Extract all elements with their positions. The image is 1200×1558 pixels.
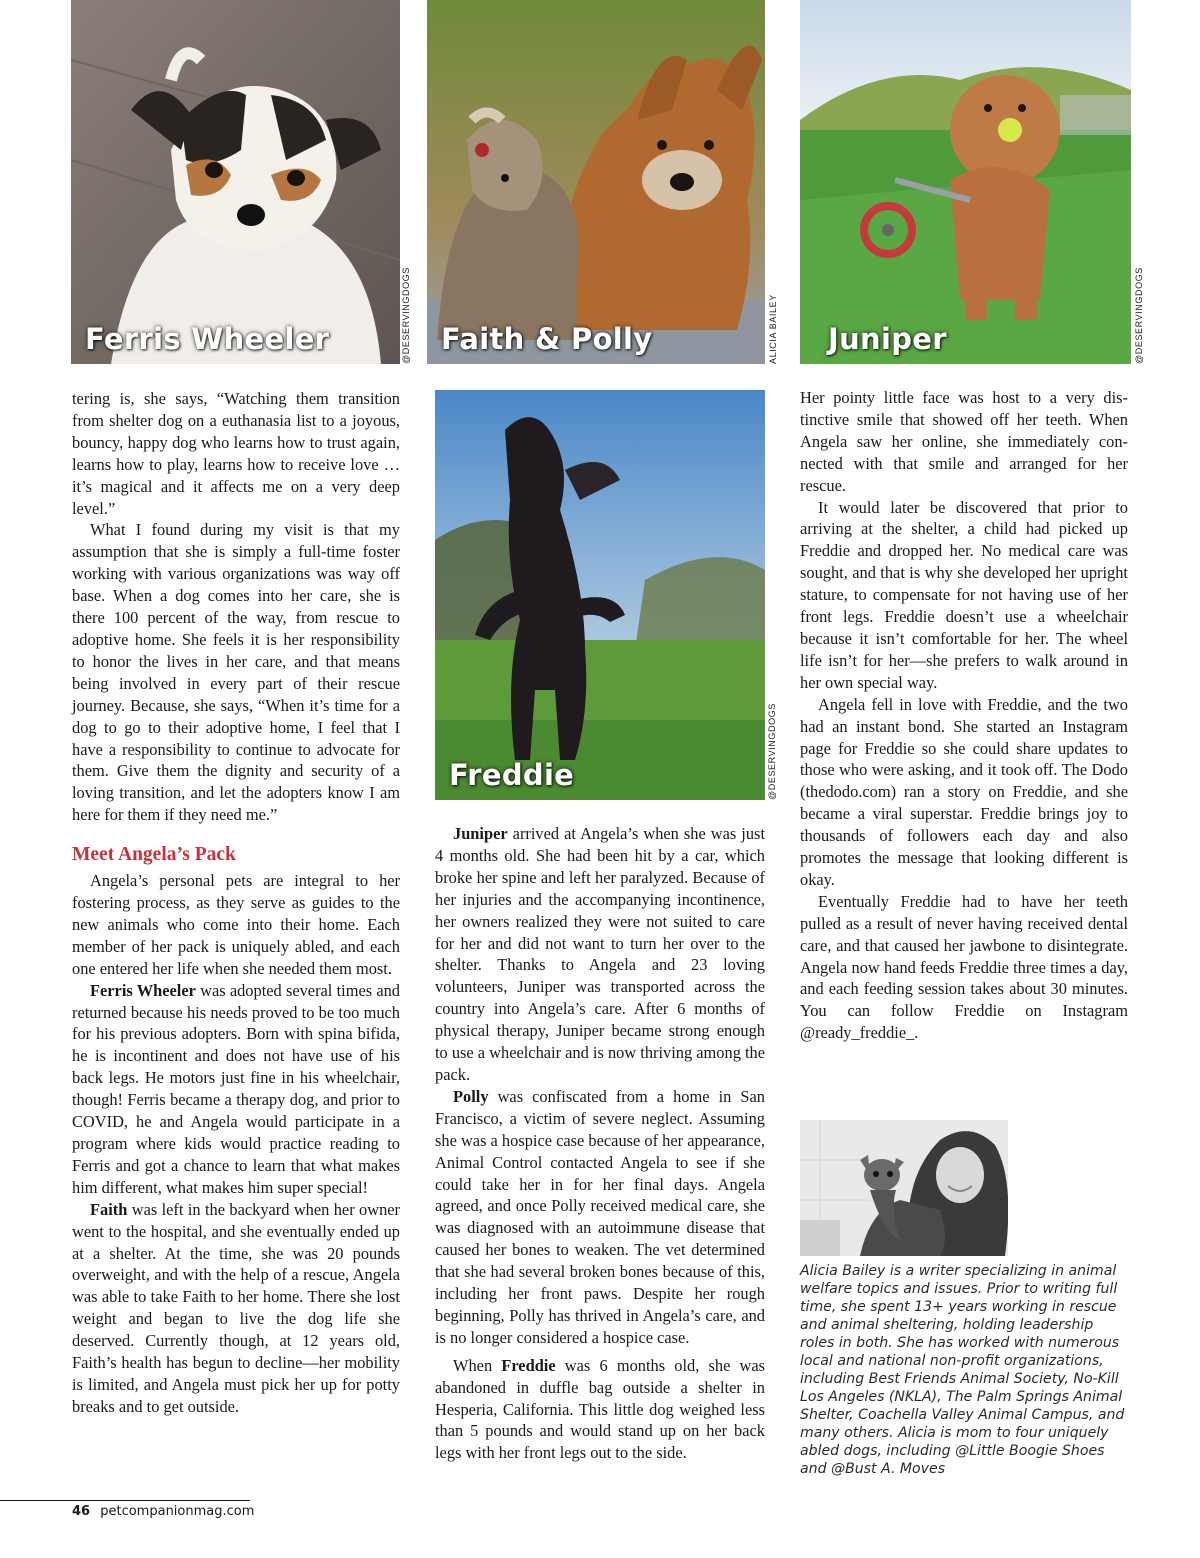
author-bio: Alicia Bailey is a writer specializing in animal welfare topics and issues. Prior to writing full time, she spent 13+ years working in rescue and animal sheltering, holding leadership roles in both. She has worked with numerous local and national non-profit organizations, including Best Friends Animal Society, No-Kill Los Angeles (NKLA), The Palm Springs Animal Shelter, Coachella Valley Animal Campus, and many others. Alicia is mom to four uniquely abled dogs, including @Little Boogie Shoes and @Bust A. Moves <box>800 1263 1125 1477</box>
dog-name: Faith <box>90 1199 128 1219</box>
article-column-1 <box>72 388 400 1418</box>
section-heading: Meet Angela’s Pack <box>72 844 236 866</box>
paragraph: What I found during my visit is that my assumption that she is simply a full-time foster working with various organizations was way off base. When a dog comes into her care, she is there 100 percent of the way, from rescue to adoptive home. She feels it is her responsibility to honor the lives in her care, and that means being involved in every part of their rescue journey. Because, she says, “When it’s time for a dog to go to their adoptive home, I feel that I have a responsibility to continue to advocate for them. Give them the dignity and security of a loving transition, and let the adopters know I am here for them if they need me.” <box>72 520 400 825</box>
paragraph-text: arrived at Angela’s when she was just 4 months old. She had been hit by a car, which broke her spine and left her paralyzed. Because of her injuries and the accompanying incontinence, her owners realized they were not suited to care for her and did not want to turn her over to the shelter. Thanks to Angela and 23 loving volunteers, Juniper was transported across the country into Angela’s care. After 6 months of physical therapy, Juniper became strong enough to use a wheelchair and is now thriving among the pack. <box>435 824 766 1084</box>
paragraph: Angela’s personal pets are integral to her fostering process, as they serve as guides to the new animals who come into their home. Each member of her pack is uniquely abled, and each one entered her life when she needed them most. <box>72 871 400 978</box>
site-name: petcompanionmag.com <box>100 1504 255 1519</box>
freddie-photo-credit: @DESERVINGDOGS <box>767 703 777 800</box>
article-column-3 <box>800 387 1128 1044</box>
paragraph-juniper <box>435 823 765 1086</box>
paragraph-text: When <box>453 1355 502 1375</box>
paragraph-polly <box>435 1086 765 1349</box>
paragraph: tering is, she says, “Watching them transition from shelter dog on a euthanasia list to a joyous, bouncy, happy dog who learns how to trust again, learns how to play, learns how to receive love … it’s magical and it affects me on a very deep level.” <box>72 389 400 518</box>
freddie-photo <box>435 390 765 800</box>
ferris-wheeler-caption: Ferris Wheeler <box>85 322 330 356</box>
juniper-photo-credit: @DESERVINGDOGS <box>1134 267 1144 364</box>
dog-name: Ferris Wheeler <box>90 980 196 1000</box>
paragraph-text: was left in the backyard when her owner went to the hospital, and she eventually ended up at a shelter. At the time, she was 20 pounds overweight, and with the help of a rescue, Angela was able to take Faith to her home. There she lost weight and began to live the dog life she deserved. Currently though, at 12 years old, Faith’s health has begun to decline—her mobility is limited, and Angela must pick her up for potty breaks and to get outside. <box>72 1199 400 1416</box>
paragraph: Angela fell in love with Freddie, and the two had an instant bond. She started an Instagram page for Freddie so she could share updates to those who were asking, and it took off. The Dodo (thedodo.com) ran a story on Freddie, and she became a viral superstar. Freddie brings joy to thousands of followers each day and also promotes the message that looking different is okay. <box>800 694 1128 889</box>
faith-polly-caption: Faith & Polly <box>441 322 653 356</box>
ferris-photo-credit: @DESERVINGDOGS <box>401 267 411 364</box>
juniper-caption: Juniper <box>828 322 947 356</box>
page-number: 46 <box>72 1504 91 1519</box>
footer-rule <box>0 1500 250 1501</box>
paragraph-text: was confiscated from a home in San Francisco, a victim of severe neglect. Assuming she was a hospice case because of her appearance, Animal Control contacted Angela to see if she could take her in for her final days. Angela agreed, and once Polly received medical care, she was diagnosed with an autoimmune disease that caused her bones to weaken. The vet determined that she had several broken bones because of this, including her front paws. Despite her rough beginning, Polly has thrived in Angela’s care, and is no longer considered a hospice case. <box>435 1086 765 1347</box>
ferris-wheeler-photo <box>71 0 400 364</box>
doodle-in-wheelchair-photo-icon <box>800 0 1131 364</box>
paragraph-ferris <box>72 980 400 1199</box>
freddie-caption: Freddie <box>449 758 575 792</box>
paragraph: Her pointy little face was host to a very distinctive smile that showed off her teeth. When Angela saw her online, she immediately connected with that smile and arranged for her rescue. <box>800 388 1128 495</box>
paragraph-faith <box>72 1199 400 1418</box>
author-holding-dog-photo-icon <box>800 1120 1008 1256</box>
jack-russell-dog-photo-icon <box>71 0 400 364</box>
page-footer <box>72 1504 254 1519</box>
juniper-photo <box>800 0 1131 364</box>
dog-name: Juniper <box>453 824 508 843</box>
paragraph-text: was 6 months old, she was abandoned in duffle bag outside a shelter in Hesperia, California. This little dog weighed less than 5 pounds and would stand up on her back legs with her front legs out to the side. <box>435 1355 766 1463</box>
author-photo <box>800 1120 1008 1256</box>
dog-name: Freddie <box>501 1355 556 1375</box>
faith-polly-photo <box>427 0 765 364</box>
paragraph-text: was adopted several times and returned because his needs proved to be too much for his previous adopters. Born with spina bifida, he is incontinent and does not have use of his back legs. He motors just fine in his wheelchair, though! Ferris became a therapy dog, and prior to COVID, he and Angela would participate in a program where kids would practice reading to Ferris and got a chance to learn that what makes him different, what makes him super special! <box>72 980 401 1197</box>
paragraph: Eventually Freddie had to have her teeth pulled as a result of never having received dental care, and that caused her jawbone to disintegrate. Angela now hand feeds Freddie three times a day, and each feeding session takes about 30 minutes. You can follow Freddie on Instagram @ready_freddie_. <box>800 891 1128 1043</box>
dog-name: Polly <box>453 1086 489 1106</box>
standing-chihuahua-photo-icon <box>435 390 765 800</box>
faith-polly-photo-credit: ALICIA BAILEY <box>768 294 778 364</box>
article-column-2 <box>435 823 765 1464</box>
two-dogs-photo-icon <box>427 0 765 364</box>
paragraph-freddie <box>435 1355 765 1465</box>
paragraph: It would later be discovered that prior to arriving at the shelter, a child had picked up Freddie and dropped her. No medical care was sought, and that is why she developed her upright stature, to compensate for not having use of her front legs. Freddie doesn’t use a wheelchair because it isn’t comfortable for her. The wheel life isn’t for her—she prefers to walk around in her own special way. <box>800 497 1128 692</box>
